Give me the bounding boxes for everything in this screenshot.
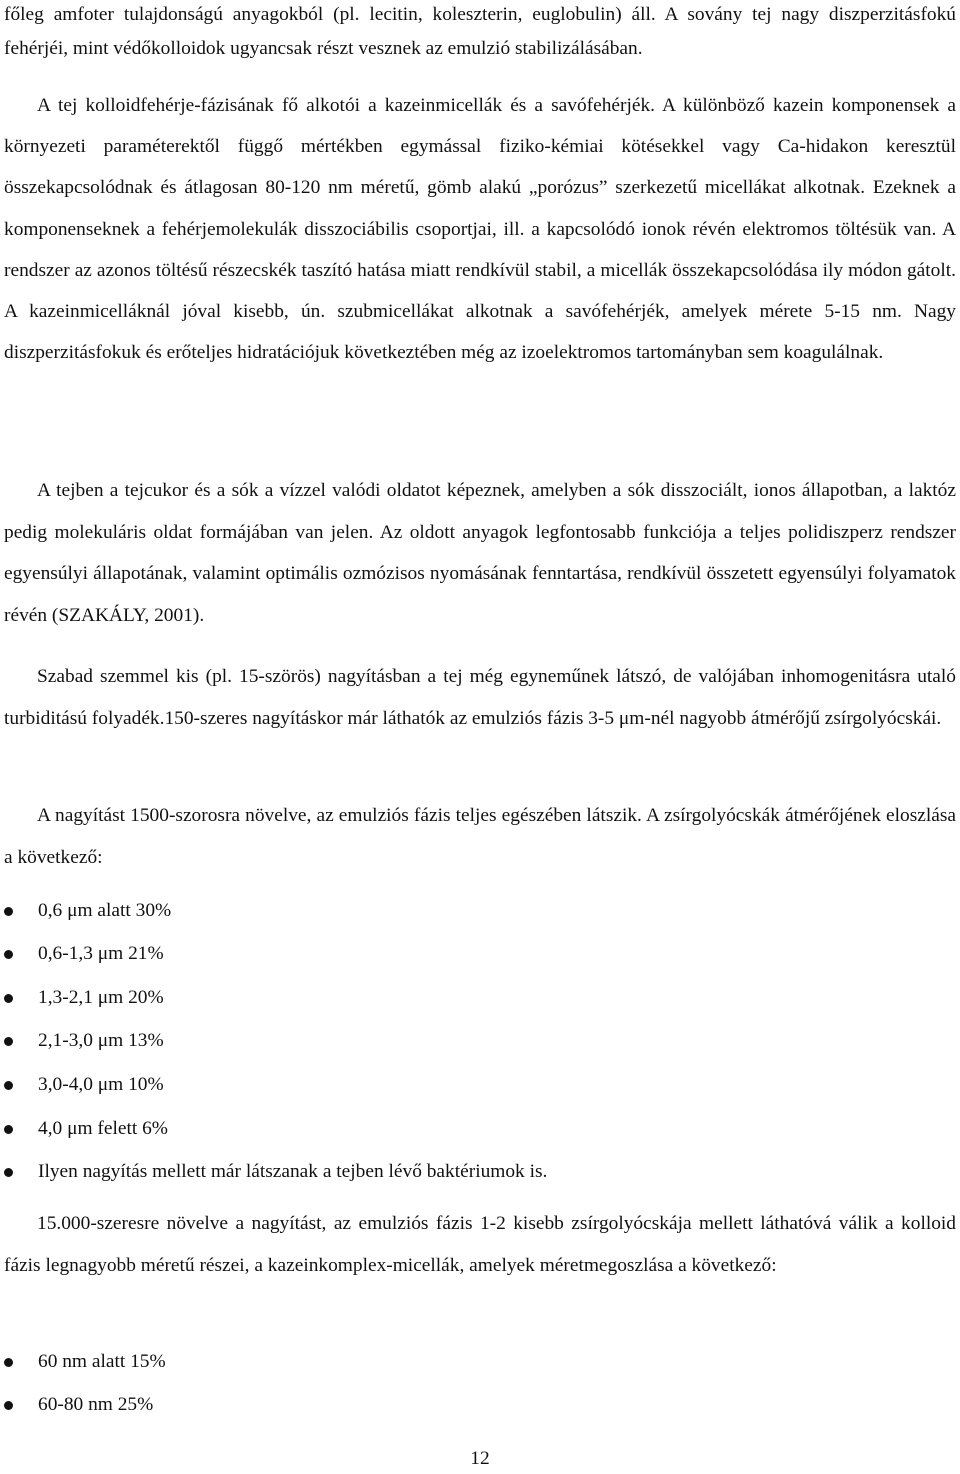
list-item-text: 1,3-2,1 μm 20% bbox=[38, 987, 164, 1008]
bullet-icon bbox=[4, 1081, 13, 1090]
bullet-icon bbox=[4, 1125, 13, 1134]
list-item-text: 2,1-3,0 μm 13% bbox=[38, 1030, 164, 1051]
bullet-icon bbox=[4, 950, 13, 959]
list-item-text: 0,6-1,3 μm 21% bbox=[38, 943, 164, 964]
list-item-text: 60 nm alatt 15% bbox=[38, 1351, 166, 1372]
list-item-text: 0,6 μm alatt 30% bbox=[38, 900, 172, 921]
paragraph-magnification-15000x: 15.000-szeresre növelve a nagyítást, az emulziós fázis 1-2 kisebb zsírgolyócskája mellett láthatóvá válik a kolloid fázis legnagyobb méretű részei, a kazeinkomplex-micellák, amelyek méretmegoszlása a következő: bbox=[4, 1213, 956, 1276]
list-item-text: 60-80 nm 25% bbox=[38, 1394, 154, 1415]
bullet-icon bbox=[4, 1401, 13, 1410]
document-page bbox=[4, 0, 956, 1467]
list-item-text: Ilyen nagyítás mellett már látszanak a tejben lévő baktériumok is. bbox=[38, 1161, 548, 1182]
bullet-icon bbox=[4, 994, 13, 1003]
page-number: 12 bbox=[470, 1448, 490, 1469]
paragraph-colloid-protein-phase: A tej kolloidfehérje-fázisának fő alkotói a kazeinmicellák és a savófehérjék. A különböző kazein komponensek a környezeti paraméterektől függő mértékben egymással fiziko-kémiai kötésekkel vagy Ca-hidakon keresztül összekapcsolódnak és átlagosan 80-120 nm méretű, gömb alakú „porózus” szerkezetű micellákat alkotnak. Ezeknek a komponenseknek a fehérjemolekulák disszociábilis csoportjai, ill. a kapcsolódó ionok révén elektromos töltésük van. A rendszer az azonos töltésű részecskék taszító hatása miatt rendkívül stabil, a micellák összekapcsolódása ily módon gátolt. A kazeinmicelláknál jóval kisebb, ún. szubmicellákat alkotnak a savófehérjék, amelyek mérete 5-15 nm. Nagy diszperzitásfokuk és erőteljes hidratációjuk következtében még az izoelektromos tartományban sem koagulálnak. bbox=[4, 95, 956, 364]
bullet-icon bbox=[4, 907, 13, 916]
paragraph-true-solution: A tejben a tejcukor és a sók a vízzel valódi oldatot képeznek, amelyben a sók disszociált, ionos állapotban, a laktóz pedig molekuláris oldat formájában van jelen. Az oldott anyagok legfontosabb funkciója a teljes polidiszperz rendszer egyensúlyi állapotának, valamint optimális ozmózisos nyomásának fenntartása, rendkívül összetett egyensúlyi folyamatok révén (SZAKÁLY, 2001). bbox=[4, 480, 956, 626]
bullet-icon bbox=[4, 1168, 13, 1177]
paragraph-magnification-1500x: A nagyítást 1500-szorosra növelve, az emulziós fázis teljes egészében látszik. A zsírgolyócskák átmérőjének eloszlása a következő: bbox=[4, 805, 956, 868]
bullet-icon bbox=[4, 1037, 13, 1046]
paragraph-fat-phase-end: főleg amfoter tulajdonságú anyagokból (pl. lecitin, koleszterin, euglobulin) áll. A sovány tej nagy diszperzitásfokú fehérjéi, mint védőkolloidok ugyancsak részt vesznek az emulzió stabilizálásában. bbox=[4, 4, 956, 59]
list-item-text: 3,0-4,0 μm 10% bbox=[38, 1074, 164, 1095]
paragraph-magnification-150x: Szabad szemmel kis (pl. 15-szörös) nagyításban a tej még egyneműnek látszó, de valójában inhomogenitásra utaló turbiditású folyadék.150-szeres nagyításkor már láthatók az emulziós fázis 3-5 μm-nél nagyobb átmérőjű zsírgolyócskái. bbox=[4, 666, 956, 729]
list-item-text: 4,0 μm felett 6% bbox=[38, 1118, 168, 1139]
bullet-icon bbox=[4, 1358, 13, 1367]
